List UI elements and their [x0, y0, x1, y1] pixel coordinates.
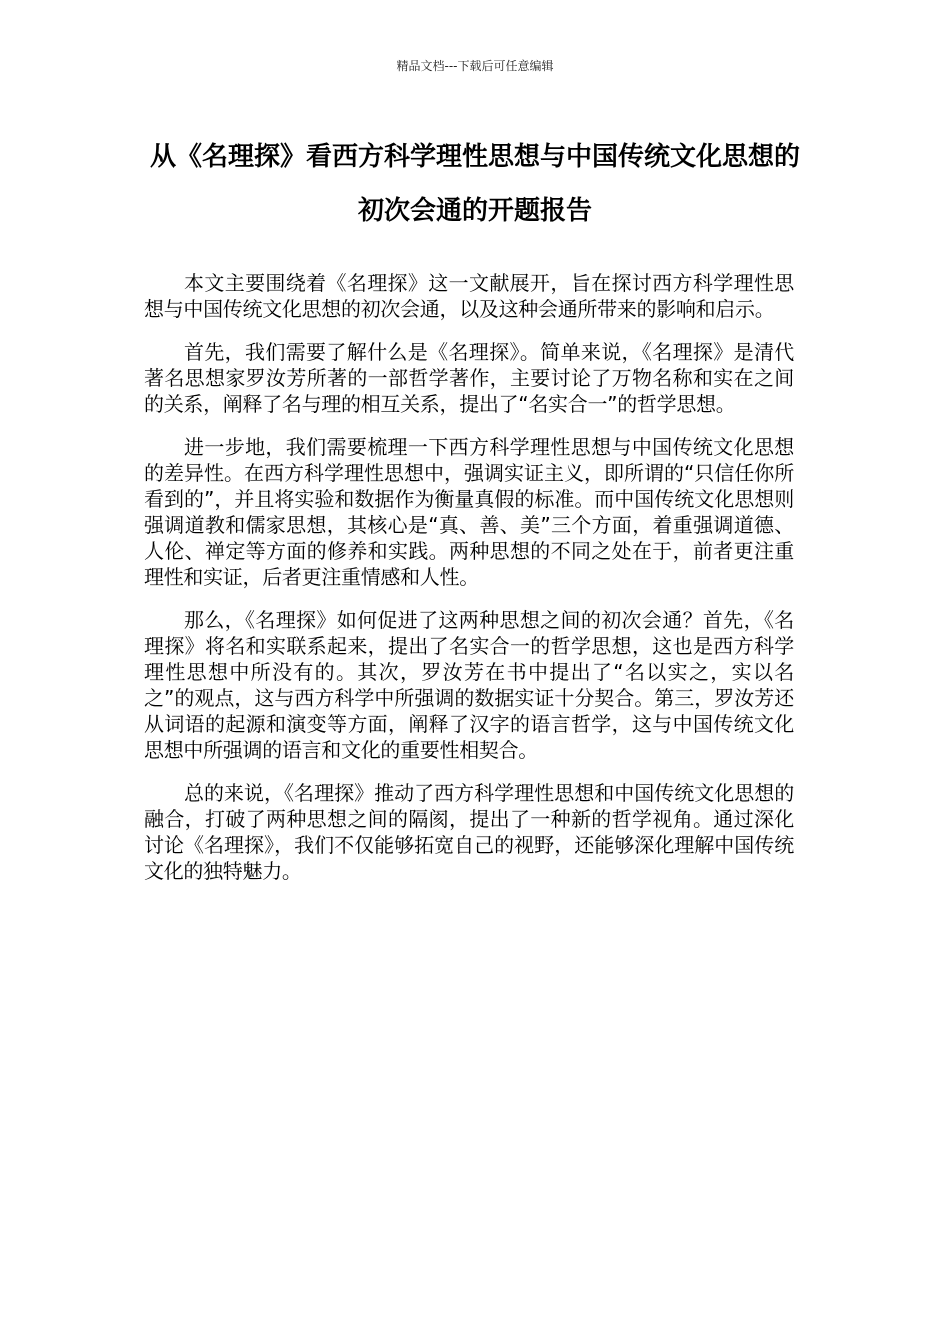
paragraph-differences: 进一步地，我们需要梳理一下西方科学理性思想与中国传统文化思想的差异性。在西方科学理性思想中，强调实证主义，即所谓的“只信任你所看到的”，并且将实验和数据作为衡量真假的标准。而中国传统文化思想则强调道教和儒家思想，其核心是“真、善、美”三个方面，着重强调道德、人伦、禅定等方面的修养和实践。两种思想的不同之处在于，前者更注重理性和实证，后者更注重情感和人性。 [144, 435, 794, 589]
paragraph-conclusion: 总的来说，《名理探》推动了西方科学理性思想和中国传统文化思想的融合，打破了两种思想之间的隔阂，提出了一种新的哲学视角。通过深化讨论《名理探》，我们不仅能够拓宽自己的视野，还能够深化理解中国传统文化的独特魅力。 [144, 781, 794, 883]
page-header: 精品文档---下载后可任意编辑 [396, 59, 554, 73]
paragraph-intro: 本文主要围绕着《名理探》这一文献展开，旨在探讨西方科学理性思想与中国传统文化思想的初次会通，以及这种会通所带来的影响和启示。 [144, 271, 794, 321]
document-body [144, 270, 794, 901]
paragraph-what-is-mingli-tan: 首先，我们需要了解什么是《名理探》。简单来说，《名理探》是清代著名思想家罗汝芳所著的一部哲学著作，主要讨论了万物名称和实在之间的关系，阐释了名与理的相互关系，提出了“名实合一”的哲学思想。 [144, 340, 794, 416]
document-title: 从《名理探》看西方科学理性思想与中国传统文化思想的初次会通的开题报告 [149, 142, 800, 226]
paragraph-convergence: 那么，《名理探》如何促进了这两种思想之间的初次会通？首先，《名理探》将名和实联系起来，提出了名实合一的哲学思想，这也是西方科学理性思想中所没有的。其次，罗汝芳在书中提出了“名以实之，实以名之”的观点，这与西方科学中所强调的数据实证十分契合。第三，罗汝芳还从词语的起源和演变等方面，阐释了汉字的语言哲学，这与中国传统文化思想中所强调的语言和文化的重要性相契合。 [144, 608, 794, 762]
